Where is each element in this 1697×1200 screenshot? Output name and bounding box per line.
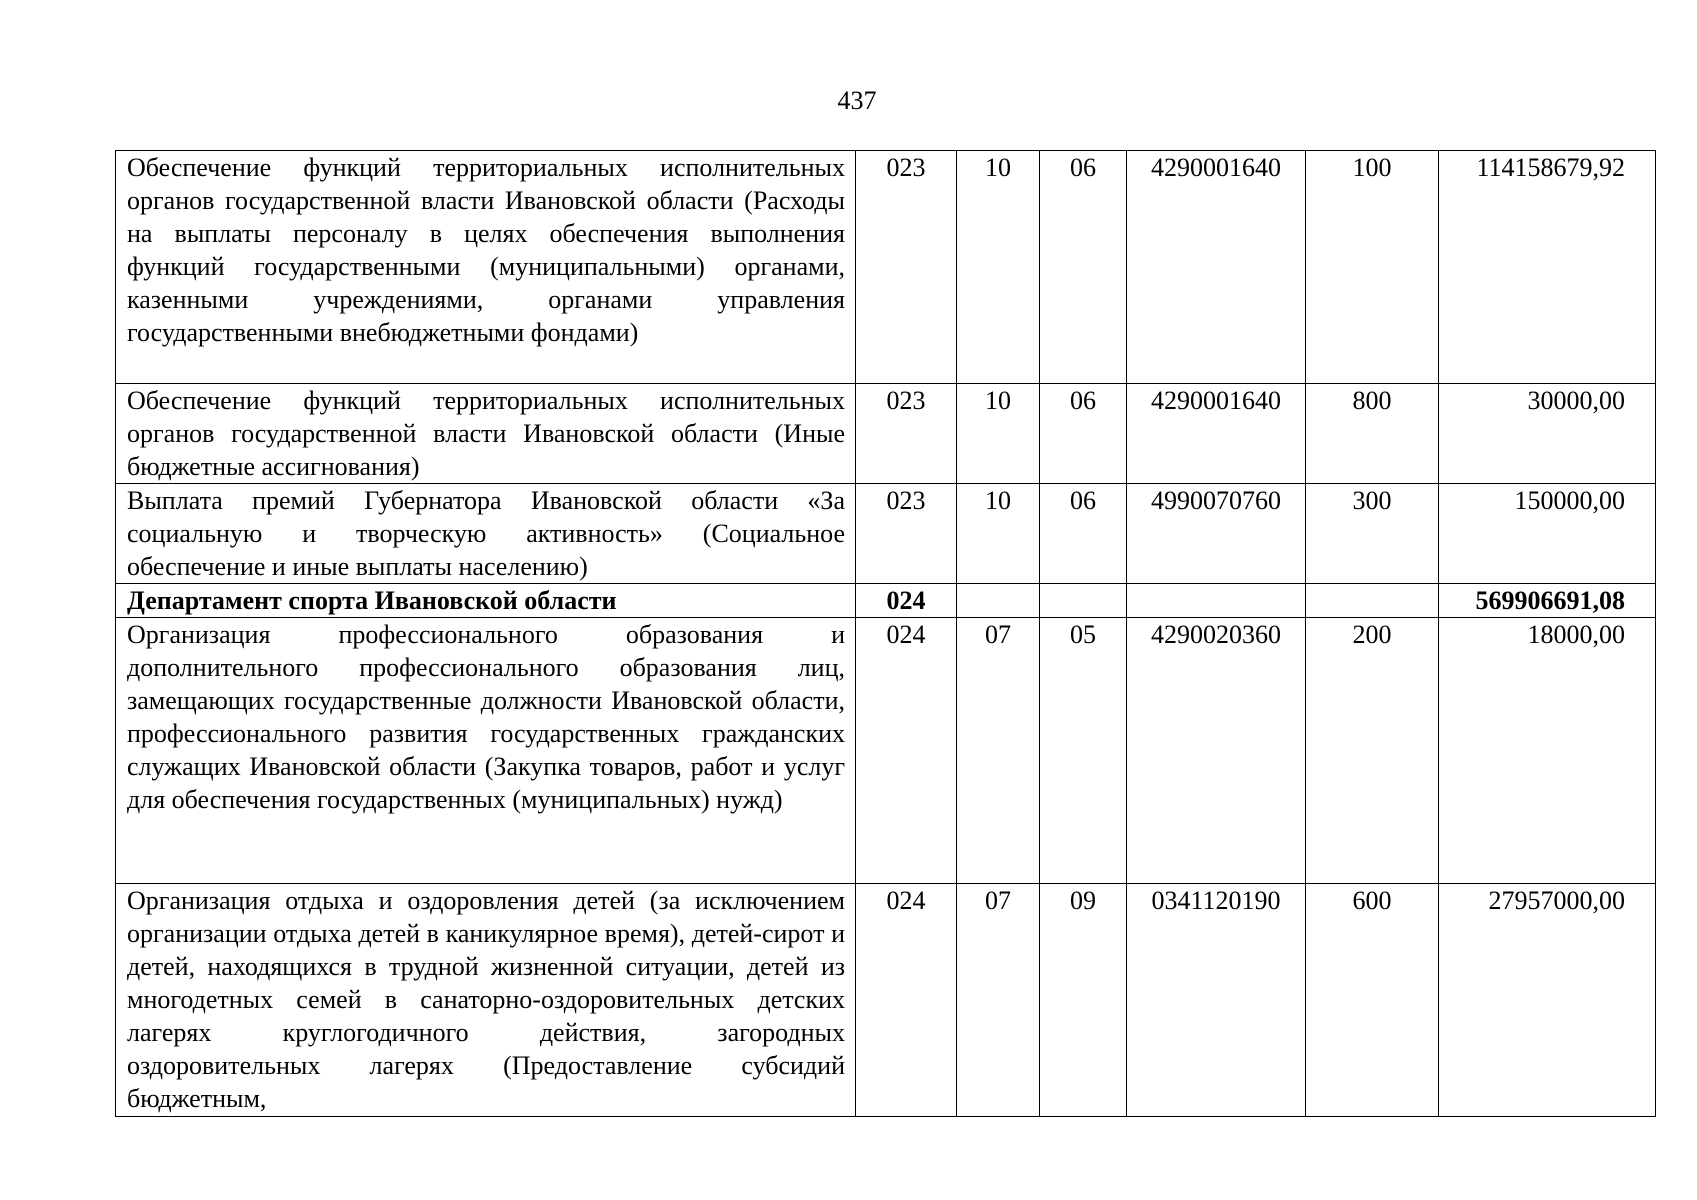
table-row — [116, 618, 1656, 884]
row-pr-code: 06 — [1040, 151, 1127, 384]
table-row — [116, 151, 1656, 384]
row-amount: 569906691,08 — [1439, 584, 1656, 618]
page-number: 437 — [837, 86, 877, 115]
row-amount: 27957000,00 — [1439, 884, 1656, 1117]
row-vr-code: 200 — [1306, 618, 1439, 884]
row-amount: 18000,00 — [1439, 618, 1656, 884]
row-gr-code: 024 — [856, 884, 957, 1117]
row-vr-code — [1306, 584, 1439, 618]
row-gr-code: 023 — [856, 484, 957, 584]
row-rz-code: 10 — [957, 484, 1040, 584]
table-row — [116, 884, 1656, 1117]
row-pr-code — [1040, 584, 1127, 618]
row-csr-code: 4290001640 — [1127, 384, 1306, 484]
row-csr-code — [1127, 584, 1306, 618]
row-description: Департамент спорта Ивановской области — [116, 584, 856, 618]
row-amount: 150000,00 — [1439, 484, 1656, 584]
row-rz-code: 10 — [957, 384, 1040, 484]
row-vr-code: 800 — [1306, 384, 1439, 484]
row-amount: 114158679,92 — [1439, 151, 1656, 384]
table-row — [116, 484, 1656, 584]
row-gr-code: 023 — [856, 151, 957, 384]
row-csr-code: 4990070760 — [1127, 484, 1306, 584]
row-description: Организация отдыха и оздоровления детей (за исключением организации отдыха детей в каникулярное время), детей-сирот и детей, находящихся в трудной жизненной ситуации, детей из многодетных семей в санаторно-оздоровительных детских лагерях круглогодичного действия, загородных оздоровительных лагерях (Предоставление субсидий бюджетным, — [116, 884, 856, 1117]
row-rz-code: 07 — [957, 618, 1040, 884]
row-rz-code: 07 — [957, 884, 1040, 1117]
row-rz-code: 10 — [957, 151, 1040, 384]
row-pr-code: 06 — [1040, 384, 1127, 484]
row-pr-code: 06 — [1040, 484, 1127, 584]
row-amount: 30000,00 — [1439, 384, 1656, 484]
row-rz-code — [957, 584, 1040, 618]
row-gr-code: 024 — [856, 618, 957, 884]
row-description: Обеспечение функций территориальных исполнительных органов государственной власти Ивановской области (Иные бюджетные ассигнования) — [116, 384, 856, 484]
row-csr-code: 4290020360 — [1127, 618, 1306, 884]
row-vr-code: 100 — [1306, 151, 1439, 384]
row-pr-code: 09 — [1040, 884, 1127, 1117]
row-description: Выплата премий Губернатора Ивановской области «За социальную и творческую активность» (Социальное обеспечение и иные выплаты населению) — [116, 484, 856, 584]
row-vr-code: 600 — [1306, 884, 1439, 1117]
row-csr-code: 0341120190 — [1127, 884, 1306, 1117]
row-csr-code: 4290001640 — [1127, 151, 1306, 384]
row-pr-code: 05 — [1040, 618, 1127, 884]
row-description: Организация профессионального образования и дополнительного профессионального образования лиц, замещающих государственные должности Ивановской области, профессионального развития государственных гражданских служащих Ивановской области (Закупка товаров, работ и услуг для обеспечения государственных (муниципальных) нужд) — [116, 618, 856, 884]
budget-table — [115, 150, 1656, 1117]
table-row-department — [116, 584, 1656, 618]
table-row — [116, 384, 1656, 484]
row-vr-code: 300 — [1306, 484, 1439, 584]
row-gr-code: 023 — [856, 384, 957, 484]
row-description: Обеспечение функций территориальных исполнительных органов государственной власти Ивановской области (Расходы на выплаты персоналу в целях обеспечения выполнения функций государственными (муниципальными) органами, казенными учреждениями, органами управления государственными внебюджетными фондами) — [116, 151, 856, 384]
row-gr-code: 024 — [856, 584, 957, 618]
